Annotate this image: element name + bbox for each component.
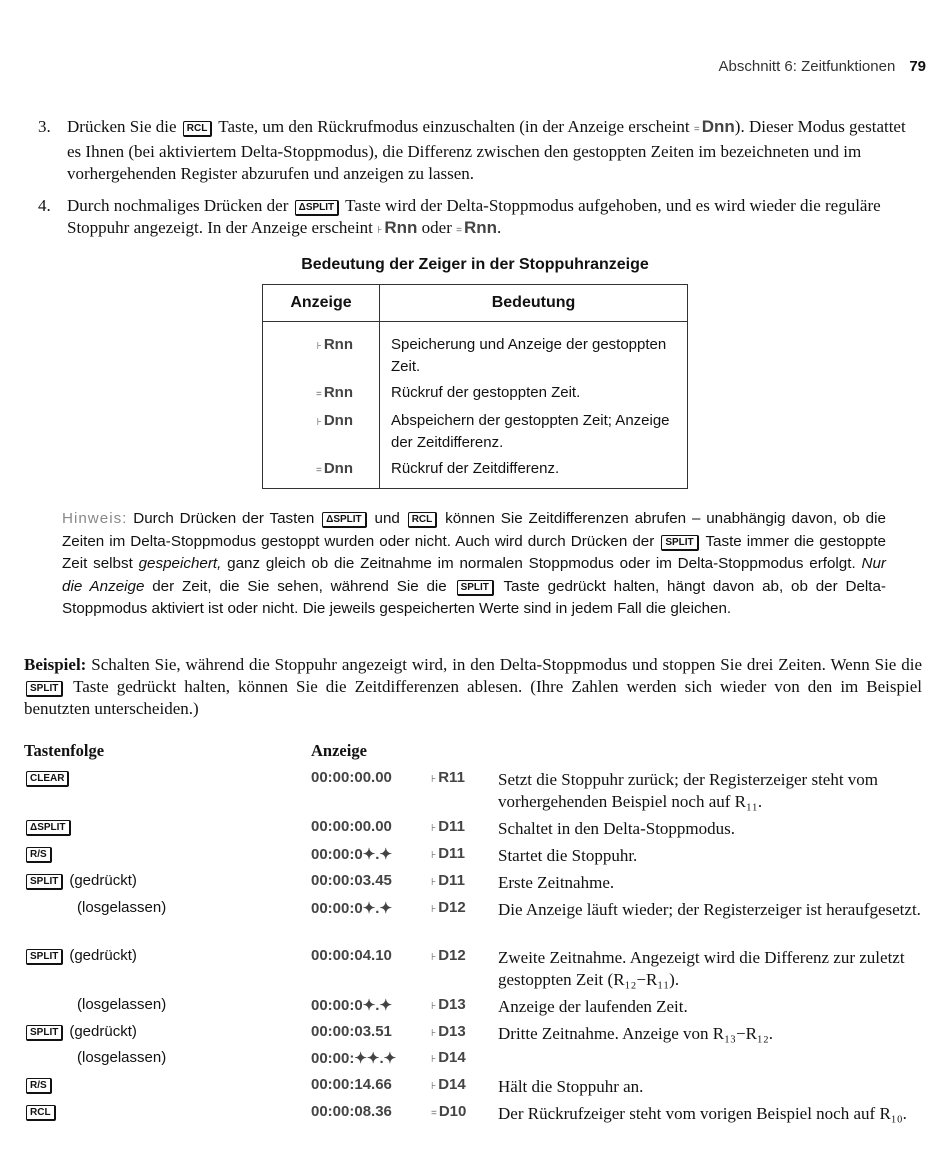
- display-time: 00:00:0✦.✦: [311, 900, 393, 917]
- indicator-symbol: =: [315, 465, 322, 476]
- indicator-text: Rnn: [323, 336, 353, 353]
- split-key: SPLIT: [457, 580, 494, 596]
- key-action-label: (gedrückt): [69, 872, 137, 889]
- register-indicator: D10: [438, 1103, 467, 1120]
- meaning-text: Rückruf der Zeitdifferenz.: [380, 456, 688, 489]
- step-description: Dritte Zeitnahme. Anzeige von R₁₃−R₁₂.: [498, 1024, 774, 1043]
- note-text: und: [374, 510, 400, 527]
- clear-key: CLEAR: [26, 771, 69, 787]
- section-title: Abschnitt 6: Zeitfunktionen: [718, 58, 896, 75]
- step-description: Setzt die Stoppuhr zurück; der Registerzeiger steht vom vorhergehenden Beispiel noch auf R₁₁.: [498, 770, 879, 811]
- note-emphasis: Nur die Anzeige: [62, 555, 886, 595]
- split-key: SPLIT: [661, 535, 698, 551]
- note-paragraph: [62, 508, 886, 621]
- display-time: 00:00:00.00: [311, 769, 392, 786]
- delta-split-key: ΔSPLIT: [295, 200, 340, 216]
- indicator-symbol: ⊦: [377, 225, 383, 236]
- table-row: [263, 408, 688, 456]
- register-indicator: R11: [438, 769, 465, 786]
- note-text: Taste immer die gestoppte Zeit selbst: [62, 532, 886, 572]
- meaning-text: Speicherung und Anzeige der gestoppten Zeit.: [380, 322, 688, 381]
- step-description: Anzeige der laufenden Zeit.: [498, 997, 688, 1016]
- example-label: Beispiel:: [24, 655, 87, 674]
- step-number: 3.: [38, 117, 51, 136]
- delta-split-key: ΔSPLIT: [322, 512, 367, 528]
- register-indicator: D14: [438, 1076, 466, 1093]
- step-description: Hält die Stoppuhr an.: [498, 1077, 644, 1096]
- key-action-label: (losgelassen): [77, 899, 167, 916]
- split-key: SPLIT: [26, 874, 63, 890]
- table-row: [263, 322, 688, 381]
- indicator: [694, 117, 735, 136]
- step-text: Drücken Sie die: [67, 117, 177, 136]
- indicator-meaning-table: [262, 284, 688, 489]
- step-description: Startet die Stoppuhr.: [498, 846, 638, 865]
- indicator-text: Rnn: [463, 218, 498, 237]
- indicator-symbol: ⊦: [316, 341, 322, 352]
- meaning-text: Abspeichern der gestoppten Zeit; Anzeige der Zeitdifferenz.: [380, 408, 688, 456]
- register-indicator: D12: [438, 947, 466, 964]
- register-indicator: D11: [438, 845, 465, 862]
- indicator-text: Dnn: [701, 117, 735, 136]
- rcl-key: RCL: [26, 1105, 56, 1121]
- display-time: 00:00:0✦.✦: [311, 846, 393, 863]
- register-indicator: D13: [438, 1023, 466, 1040]
- step-text: .: [497, 218, 502, 237]
- display-time: 00:00:✦✦.✦: [311, 1050, 397, 1067]
- rcl-key: RCL: [408, 512, 438, 528]
- indicator-symbol: =: [693, 124, 700, 135]
- note-text: Taste gedrückt halten, hängt davon ab, ob der Delta-Stoppmodus aktiviert ist oder nicht. Die jeweils gespeicherten Werte sind in jedem Fall die gleichen.: [62, 577, 886, 617]
- delta-split-key: ΔSPLIT: [26, 820, 71, 836]
- indicator: [377, 218, 417, 237]
- step-text: ). Dieser Modus gestattet es Ihnen (bei aktiviertem Delta-Stoppmodus), die Differenz zwischen den gestoppten Zeiten im bezeichneten und im vorhergehenden Register abzurufen und anzeigen zu lassen.: [67, 117, 906, 183]
- indicator-symbol: ⊦: [431, 1028, 437, 1039]
- display-time: 00:00:08.36: [311, 1103, 392, 1120]
- register-indicator: D13: [438, 996, 466, 1013]
- keys-column-header: Tastenfolge: [24, 741, 105, 760]
- register-indicator: D11: [438, 872, 465, 889]
- key-action-label: (gedrückt): [69, 947, 137, 964]
- instruction-steps: [38, 116, 922, 252]
- register-indicator: D14: [438, 1049, 466, 1066]
- register-indicator: D11: [438, 818, 465, 835]
- indicator-symbol: ⊦: [316, 417, 322, 428]
- meaning-text: Rückruf der gestoppten Zeit.: [380, 380, 688, 408]
- display-time: 00:00:03.51: [311, 1023, 392, 1040]
- indicator: [456, 218, 497, 237]
- indicator-symbol: =: [456, 225, 462, 236]
- table-header-display: Anzeige: [263, 285, 380, 322]
- display-time: 00:00:00.00: [311, 818, 392, 835]
- note-text: können Sie Zeitdifferenzen abrufen – unabhängig davon, ob die Zeiten im Delta-Stoppmodus gestoppt wurden oder nicht. Auch wird durch Drücken der: [62, 510, 886, 550]
- display-column-header: Anzeige: [311, 741, 367, 760]
- display-time: 00:00:14.66: [311, 1076, 392, 1093]
- key-action-label: (gedrückt): [69, 1023, 137, 1040]
- display-time: 00:00:0✦.✦: [311, 997, 393, 1014]
- indicator-symbol: ⊦: [431, 823, 437, 834]
- table-title: Bedeutung der Zeiger in der Stoppuhranzeige: [301, 256, 649, 273]
- step-4: [38, 195, 922, 242]
- indicator-text: Dnn: [323, 412, 353, 429]
- note-text: Durch Drücken der Tasten: [133, 510, 315, 527]
- display-time: 00:00:04.10: [311, 947, 392, 964]
- step-description: Der Rückrufzeiger steht vom vorigen Beispiel noch auf R₁₀.: [498, 1104, 907, 1123]
- step-3: [38, 116, 922, 185]
- indicator-symbol: ⊦: [431, 1001, 437, 1012]
- indicator-symbol: ⊦: [431, 850, 437, 861]
- split-key: SPLIT: [26, 949, 63, 965]
- indicator-symbol: =: [431, 1108, 437, 1119]
- indicator-symbol: ⊦: [431, 774, 437, 785]
- run-stop-key: R/S: [26, 1078, 52, 1094]
- step-description: Zweite Zeitnahme. Angezeigt wird die Differenz zur zuletzt gestoppten Zeit (R₁₂−R₁₁).: [498, 948, 905, 989]
- indicator-text: Dnn: [323, 460, 353, 477]
- note-text: ganz gleich ob die Zeitnahme im normalen Stoppmodus oder im Delta-Stoppmodus erfolgt.: [227, 555, 856, 572]
- table-row: [263, 456, 688, 489]
- run-stop-key: R/S: [26, 847, 52, 863]
- split-key: SPLIT: [26, 1025, 63, 1041]
- step-description: Erste Zeitnahme.: [498, 873, 615, 892]
- page-header: [719, 58, 926, 75]
- step-text: Taste, um den Rückrufmodus einzuschalten (in der Anzeige erscheint: [218, 117, 690, 136]
- display-time: 00:00:03.45: [311, 872, 392, 889]
- indicator-symbol: ⊦: [431, 1081, 437, 1092]
- example-text: Taste gedrückt halten, können Sie die Zeitdifferenzen ablesen. (Ihre Zahlen werden sich wieder von den im Beispiel benutzten unterscheiden.): [24, 677, 922, 718]
- split-key: SPLIT: [26, 681, 63, 697]
- rcl-key: RCL: [183, 121, 213, 137]
- step-text: oder: [421, 218, 452, 237]
- step-text: Taste wird der Delta-Stoppmodus aufgehoben, und es wird wieder die reguläre Stoppuhr angezeigt. In der Anzeige erscheint: [67, 196, 881, 237]
- page-number: 79: [909, 58, 926, 75]
- step-description: Schaltet in den Delta-Stoppmodus.: [498, 819, 736, 838]
- step-description: Die Anzeige läuft wieder; der Registerzeiger ist heraufgesetzt.: [498, 900, 921, 919]
- key-action-label: (losgelassen): [77, 996, 167, 1013]
- indicator-symbol: =: [315, 389, 322, 400]
- indicator-text: Rnn: [384, 218, 418, 237]
- indicator-symbol: ⊦: [431, 1054, 437, 1065]
- key-action-label: (losgelassen): [77, 1049, 167, 1066]
- indicator-symbol: ⊦: [431, 877, 437, 888]
- note-text: der Zeit, die Sie sehen, während Sie die: [152, 577, 447, 595]
- table-row: [263, 380, 688, 408]
- note-emphasis: gespeichert,: [138, 555, 222, 572]
- step-text: Durch nochmaliges Drücken der: [67, 196, 289, 215]
- indicator-symbol: ⊦: [431, 952, 437, 963]
- note-label: Hinweis:: [62, 510, 128, 527]
- example-paragraph: [24, 654, 922, 720]
- indicator-symbol: ⊦: [431, 904, 437, 915]
- register-indicator: D12: [438, 899, 466, 916]
- table-header-meaning: Bedeutung: [380, 285, 688, 322]
- example-text: Schalten Sie, während die Stoppuhr angezeigt wird, in den Delta-Stoppmodus und stoppen Sie drei Zeiten. Wenn Sie die: [91, 655, 923, 674]
- step-number: 4.: [38, 196, 51, 215]
- indicator-text: Rnn: [323, 384, 353, 401]
